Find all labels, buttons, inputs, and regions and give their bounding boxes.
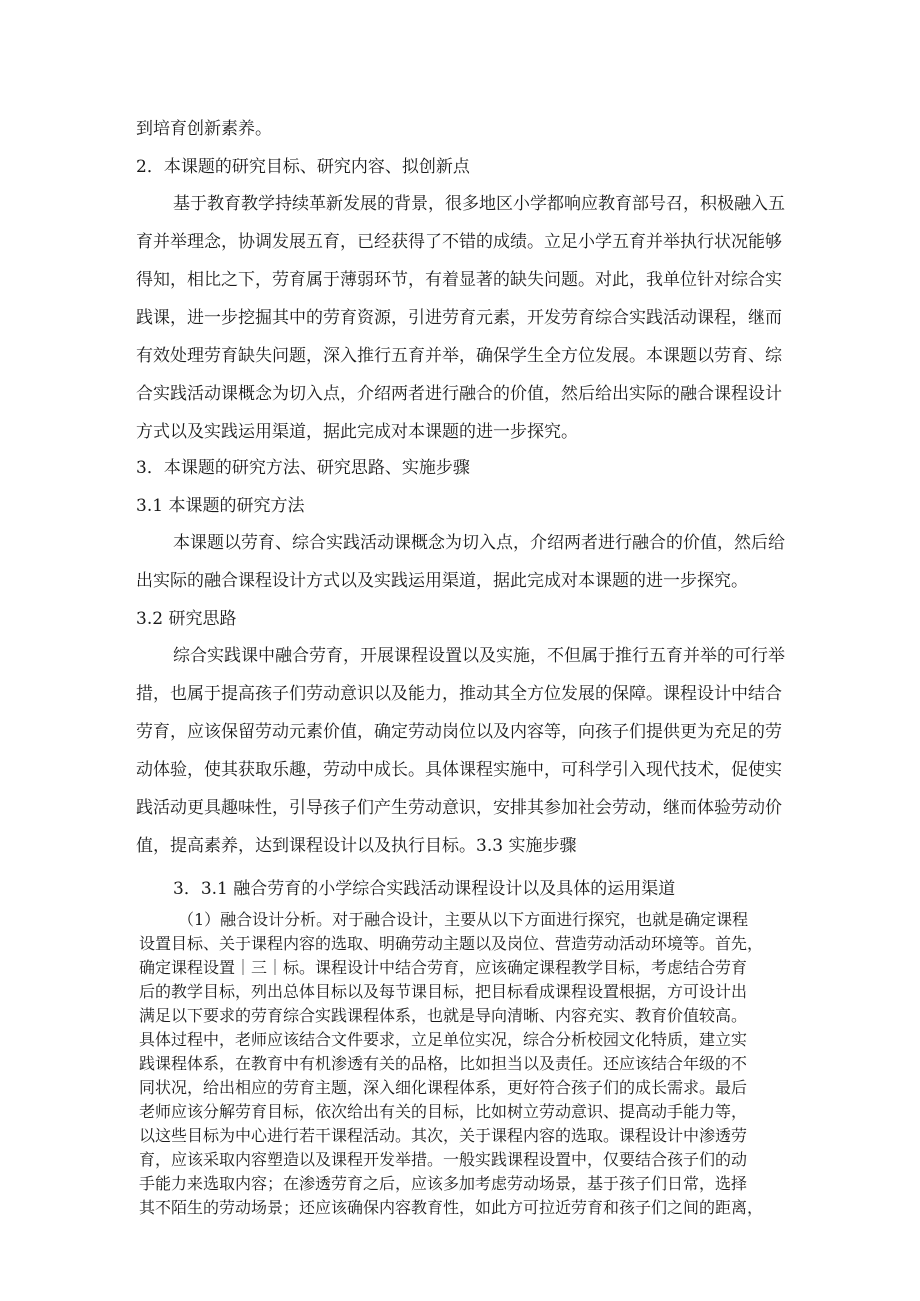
section3-2-line-5: 践活动更具趣味性，引导孩子们产生劳动意识，安排其参加社会劳动，继而体验劳动价: [136, 798, 782, 818]
section3-3-1-line-12: 手能力来选取内容；在渗透劳育之后，应该多加考虑劳动场景，基于孩子们日常，选择: [139, 1174, 748, 1193]
section3-3-1-line-5: 满足以下要求的劳育综合实践课程体系，也就是导向清晰、内容充实、教育价值较高。: [139, 1006, 748, 1025]
section3-2-line-1: 综合实践课中融合劳育，开展课程设置以及实施，不但属于推行五育并举的可行举: [173, 646, 785, 666]
section3-3-1-line-1: （1）融合设计分析。对于融合设计，主要从以下方面进行探究，也就是确定课程: [178, 910, 749, 929]
section3-3-1-line-4: 后的教学目标，列出总体目标以及每节课目标，把目标看成课程设置根据，方可设计出: [139, 982, 748, 1001]
section2-line-7: 方式以及实践运用渠道，据此完成对本课题的进一步探究。: [136, 422, 578, 442]
section3-3-1-line-6: 具体过程中，老师应该结合文件要求，立足单位实况，综合分析校园文化特质，建立实: [139, 1030, 748, 1049]
section3-1-line-1: 本课题以劳育、综合实践活动课概念为切入点，介绍两者进行融合的价值，然后给: [173, 533, 785, 553]
section3-3-1-line-10: 以这些目标为中心进行若干课程活动。其次，关于课程内容的选取。课程设计中渗透劳: [139, 1126, 748, 1145]
section2-line-3: 得知，相比之下，劳育属于薄弱环节，有着显著的缺失问题。对此，我单位针对综合实: [136, 270, 782, 290]
section3-3-1-line-9: 老师应该分解劳育目标，依次给出有关的目标，比如树立劳动意识、提高动手能力等，: [139, 1102, 748, 1121]
section2-line-4: 践课，进一步挖掘其中的劳育资源，引进劳育元素，开发劳育综合实践活动课程，继而: [136, 308, 782, 328]
section3-3-1-line-13: 其不陌生的劳动场景；还应该确保内容教育性，如此方可拉近劳育和孩子们之间的距离，: [139, 1198, 764, 1217]
section3-3-1-line-7: 践课程体系，在教育中有机渗透有关的品格，比如担当以及责任。还应该结合年级的不: [139, 1054, 748, 1073]
section2-heading: 2．本课题的研究目标、研究内容、拟创新点: [136, 157, 470, 177]
section2-line-6: 合实践活动课概念为切入点，介绍两者进行融合的价值，然后给出实际的融合课程设计: [136, 384, 782, 404]
section2-line-5: 有效处理劳育缺失问题，深入推行五育并举，确保学生全方位发展。本课题以劳育、综: [136, 346, 782, 366]
section3-3-1-line-11: 育，应该采取内容塑造以及课程开发举措。一般实践课程设置中，仅要结合孩子们的动: [139, 1150, 748, 1169]
section3-2-heading: 3.2 研究思路: [136, 609, 237, 629]
section2-line-2: 育并举理念，协调发展五育，已经获得了不错的成绩。立足小学五育并举执行状况能够: [136, 232, 782, 252]
section3-2-line-4: 动体验，使其获取乐趣，劳动中成长。具体课程实施中，可科学引入现代技术，促使实: [136, 760, 782, 780]
section3-3-1-line-3: 确定课程设置｜三｜标。课程设计中结合劳育，应该确定课程教学目标，考虑结合劳育: [139, 958, 748, 977]
section3-1-heading: 3.1 本课题的研究方法: [136, 496, 305, 516]
section3-2-line-6: 值，提高素养，达到课程设计以及执行目标。3.3 实施步骤: [136, 836, 577, 856]
section3-heading: 3．本课题的研究方法、研究思路、实施步骤: [136, 458, 470, 478]
section3-3-1-line-8: 同状况，给出相应的劳育主题，深入细化课程体系，更好符合孩子们的成长需求。最后: [139, 1078, 748, 1097]
section3-1-line-2: 出实际的融合课程设计方式以及实践运用渠道，据此完成对本课题的进一步探究。: [136, 571, 748, 591]
intro-tail-text: 到培育创新素养。: [136, 119, 272, 139]
section3-3-1-heading: 3．3.1 融合劳育的小学综合实践活动课程设计以及具体的运用渠道: [173, 879, 676, 899]
section3-3-1-line-2: 设置目标、关于课程内容的选取、明确劳动主题以及岗位、营造劳动活动环境等。首先，: [139, 934, 764, 953]
section3-2-line-3: 劳育，应该保留劳动元素价值，确定劳动岗位以及内容等，向孩子们提供更为充足的劳: [136, 722, 782, 742]
section3-2-line-2: 措，也属于提高孩子们劳动意识以及能力，推动其全方位发展的保障。课程设计中结合: [136, 684, 782, 704]
section2-line-1: 基于教育教学持续革新发展的背景，很多地区小学都响应教育部号召，积极融入五: [173, 194, 785, 214]
